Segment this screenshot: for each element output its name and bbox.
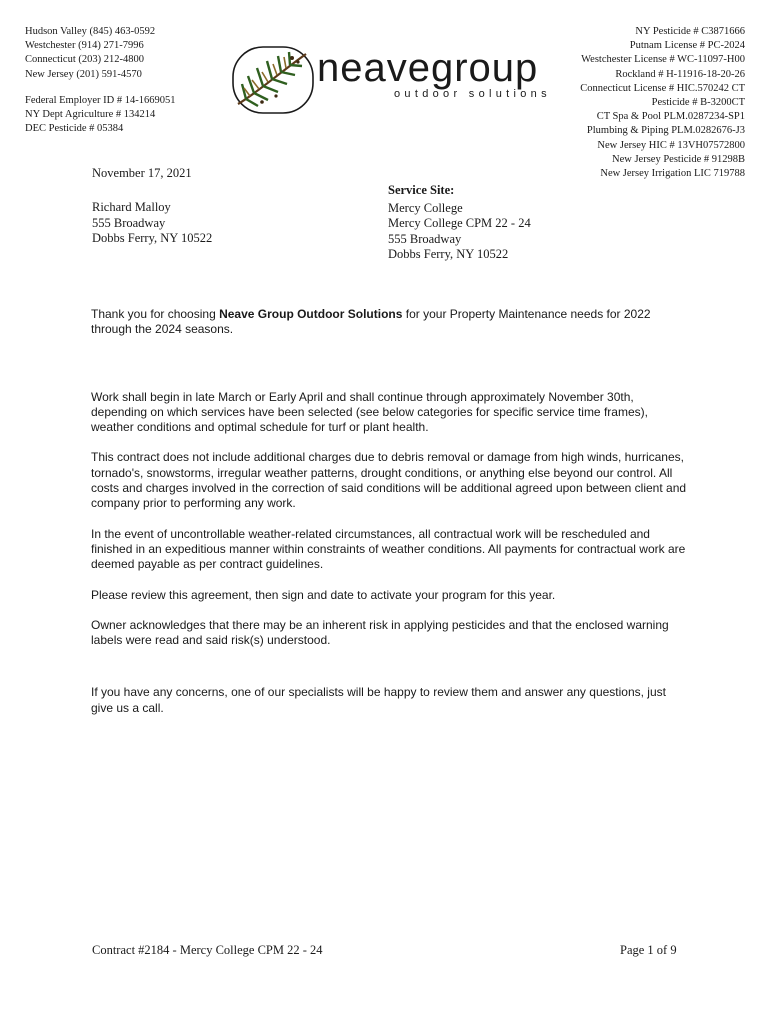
license-line: Connecticut License # HIC.570242 CT	[580, 82, 745, 94]
body-paragraph: If you have any concerns, one of our specialists will be happy to review them and answer any questions, just give us a call.	[91, 685, 666, 715]
logo-wordmark-group: group	[430, 46, 539, 90]
service-site-line: 555 Broadway	[388, 231, 462, 246]
license-line: CT Spa & Pool PLM.0287234-SP1	[596, 111, 745, 123]
contact-line: Connecticut (203) 212-4800	[25, 54, 144, 66]
body-paragraph: This contract does not include additional charges due to debris removal or damage from high winds, hurricanes, tornado's, snowstorms, irregular weather patterns, drought conditions, or anything else beyond our control. All costs and charges involved in the correction of said conditions will be additional agreed upon between client and company prior to performing any work.	[91, 450, 687, 511]
page-number: Page 1 of 9	[620, 943, 677, 957]
license-line: New Jersey Irrigation LIC 719788	[600, 168, 745, 180]
footer-contract: Contract #2184 - Mercy College CPM 22 - 24	[92, 943, 323, 957]
contact-line: New Jersey (201) 591-4570	[25, 68, 142, 80]
license-line: Rockland # H-11916-18-20-26	[615, 68, 745, 80]
company-id-line: DEC Pesticide # 05384	[25, 123, 124, 135]
company-id-line: NY Dept Agriculture # 134214	[25, 109, 156, 121]
company-id-line: Federal Employer ID # 14-1669051	[25, 94, 176, 106]
license-line: Westchester License # WC-11097-H00	[581, 54, 745, 66]
logo-tagline: outdoor solutions	[394, 88, 551, 100]
recipient-address	[92, 200, 212, 247]
service-site-line: Mercy College	[388, 200, 463, 215]
body-paragraph: Owner acknowledges that there may be an inherent risk in applying pesticides and that the enclosed warning labels were read and said risk(s) understood.	[91, 617, 669, 648]
logo-wordmark-neave: neave	[317, 46, 431, 90]
body-paragraph: Please review this agreement, then sign and date to activate your program for this year.	[91, 587, 556, 602]
license-list	[580, 25, 745, 181]
logo-wordmark	[317, 46, 538, 90]
recipient-city: Dobbs Ferry, NY 10522	[92, 231, 213, 245]
company-logo	[232, 44, 551, 116]
body-paragraph: In the event of uncontrollable weather-related circumstances, all contractual work will be rescheduled and finished in an expeditious manner within constraints of weather conditions. All payments for contractual work are deemed payable as per contract guidelines.	[91, 526, 686, 572]
company-name: Neave Group Outdoor Solutions	[219, 307, 403, 321]
letter-date: November 17, 2021	[92, 166, 192, 180]
license-line: New Jersey Pesticide # 91298B	[612, 153, 745, 165]
service-site-line: Dobbs Ferry, NY 10522	[388, 247, 509, 261]
body-paragraph: Work shall begin in late March or Early April and shall continue through approximately November 30th, depending on which services have been selected (see below categories for specific service time frames), weather conditions and optimal schedule for turf or plant health.	[91, 389, 648, 435]
intro-paragraph	[91, 307, 691, 338]
service-site	[388, 183, 531, 263]
license-line: NY Pesticide # C3871666	[635, 26, 745, 37]
contact-line: Hudson Valley (845) 463-0592	[25, 26, 156, 37]
intro-text: for your Property Maintenance needs for 2022 through the 2024 seasons.	[91, 307, 651, 337]
recipient-name: Richard Malloy	[92, 200, 171, 214]
license-line: Plumbing & Piping PLM.0282676-J3	[586, 125, 745, 137]
contact-phones	[25, 25, 175, 136]
license-line: Putnam License # PC-2024	[629, 40, 745, 52]
letter-body	[91, 307, 691, 716]
contact-line: Westchester (914) 271-7996	[25, 40, 144, 52]
service-site-heading: Service Site:	[388, 183, 455, 197]
service-site-line: Mercy College CPM 22 - 24	[388, 216, 531, 230]
recipient-street: 555 Broadway	[92, 215, 166, 230]
intro-text: Thank you for choosing	[91, 307, 220, 321]
license-line: Pesticide # B-3200CT	[651, 97, 745, 109]
license-line: New Jersey HIC # 13VH07572800	[597, 139, 745, 151]
fern-leaf-icon	[232, 44, 316, 116]
